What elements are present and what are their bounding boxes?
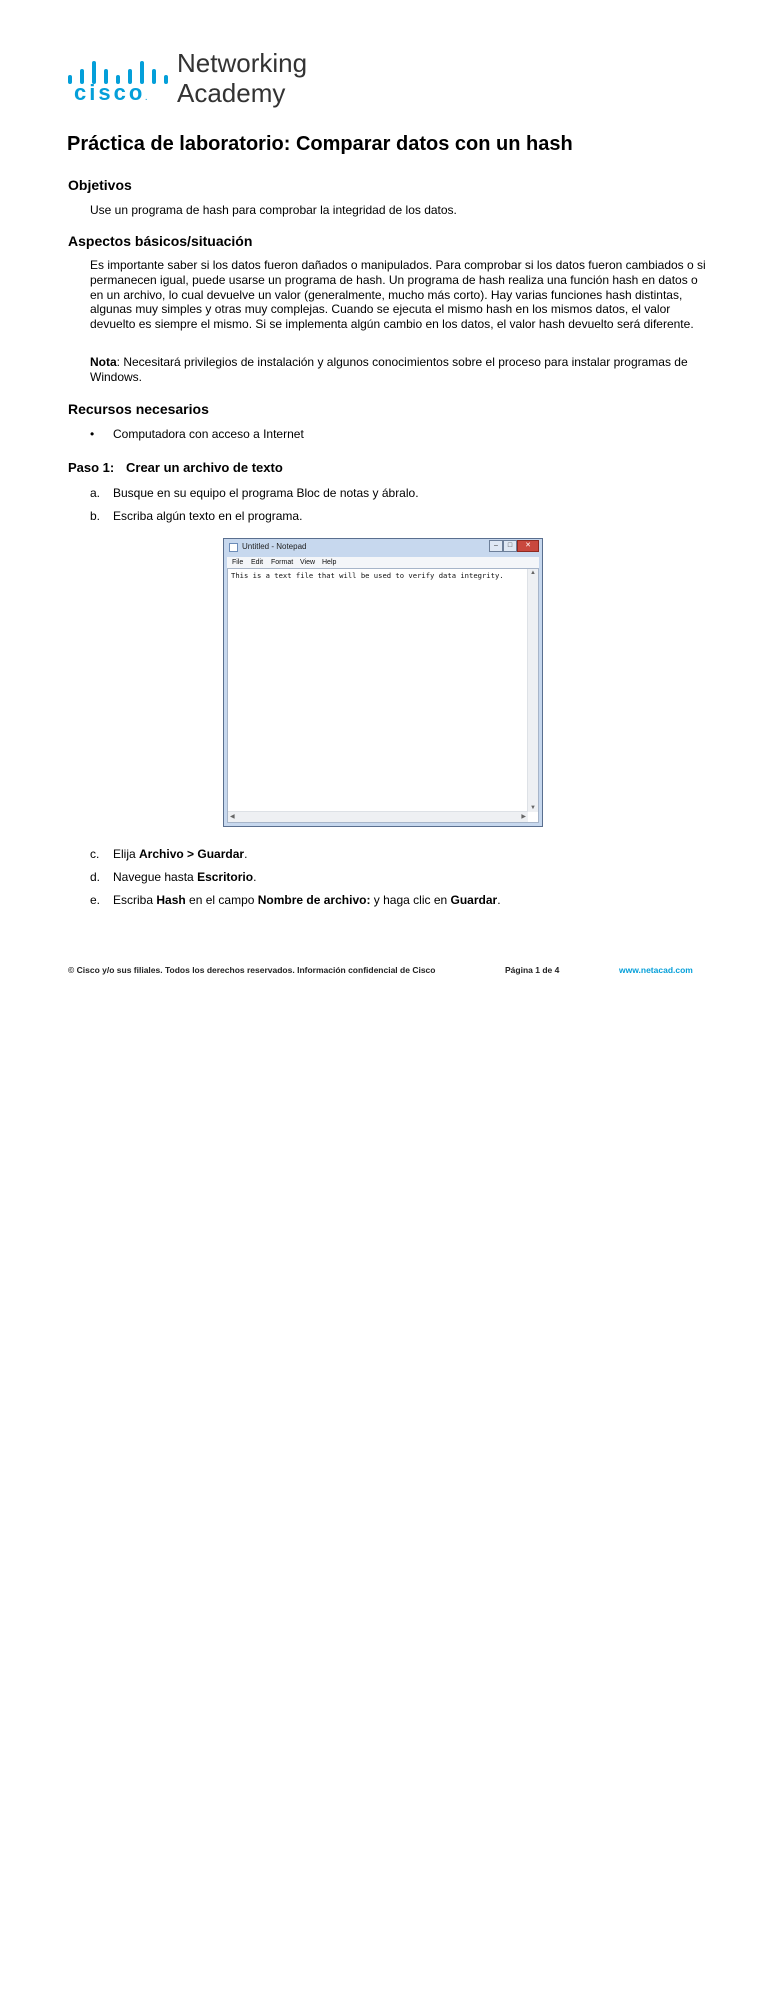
scroll-down-icon: ▼ <box>530 805 536 811</box>
window-controls <box>489 540 539 553</box>
bullet-icon: • <box>90 427 95 441</box>
menu-edit: Edit <box>251 559 264 566</box>
close-icon: ✕ <box>517 540 539 552</box>
page-title: Práctica de laboratorio: Comparar datos con un hash <box>67 133 573 155</box>
vertical-scrollbar <box>527 569 538 812</box>
menu-help: Help <box>322 559 337 566</box>
scroll-right-icon: ▶ <box>521 814 526 820</box>
notepad-titlebar <box>224 539 542 557</box>
menu-format: Format <box>271 559 294 566</box>
aspectos-heading: Aspectos básicos/situación <box>68 233 253 249</box>
notepad-text-area <box>227 568 539 823</box>
step-1-heading: Paso 1: Crear un archivo de texto <box>68 460 283 475</box>
cisco-wordmark: cisco. <box>74 80 148 105</box>
notepad-app-icon <box>229 543 238 552</box>
document-page: cisco. Networking Academy Práctica de laboratorio: Comparar datos con un hash Objetivos Use un programa de hash para comprobar la integridad de los datos. Aspectos básicos/situación Es importante saber si los datos fueron dañados o manipulados. Para comprobar si los datos fueron cambiados o si permanecen igual, puede usarse un programa de hash. Un programa de hash realiza una función hash en datos o en un archivo, lo cual devuelve un valor (generalmente, mucho más corto). Hay varias funciones hash distintas, algunas muy simples y otras muy complejas. Cuando se ejecuta el mismo hash en los mismos datos, el valor devuelto es siempre el mismo. Si se implementa algún cambio en los datos, el valor hash devuelto será diferente. Nota: Necesitará privilegios de instalación y algunos conocimientos sobre el proceso para instalar programas de Windows. Recursos necesarios • Computadora con acceso a Internet Paso 1: Crear un archivo de texto a. Busque en su equipo el programa Bloc de notas y ábralo. b. Escriba algún texto en el programa. Untitled - Notepad – □ ✕ File Edit Format View Help This is a text file that will be used to verify data integrity. ▲ ▼ ◀ ▶ c. Elija Archivo > Guardar. d. Navegue hasta Escritorio. e. Escriba Hash en el campo Nombre de archivo: y haga clic en Guardar. © Cisco y/o sus filiales. Todos los derechos reservados. Información confidencial de Cisco Página 1 de 4 www.netacad.com <box>0 0 768 1024</box>
maximize-icon: □ <box>503 540 517 552</box>
notepad-menubar <box>227 557 539 568</box>
menu-view: View <box>300 559 316 566</box>
notepad-window-screenshot <box>223 538 543 827</box>
scroll-left-icon: ◀ <box>230 814 235 820</box>
menu-file: File <box>232 559 244 566</box>
recursos-heading: Recursos necesarios <box>68 401 209 417</box>
note-text: : Necesitará privilegios de instalación y algunos conocimientos sobre el proceso para instalar programas de Windows. <box>90 355 688 384</box>
footer-copyright: © Cisco y/o sus filiales. Todos los derechos reservados. Información confidencial de Cisco <box>68 965 436 975</box>
objetivos-heading: Objetivos <box>68 177 132 193</box>
scroll-up-icon: ▲ <box>530 570 536 576</box>
footer-netacad-link[interactable]: www.netacad.com <box>619 965 693 975</box>
aspectos-paragraph: Es importante saber si los datos fueron dañados o manipulados. Para comprobar si los datos fueron cambiados o si permanecen igual, puede usarse un programa de hash. Un programa de hash realiza una función hash en datos o en un archivo, lo cual devuelve un valor (generalmente, mucho más corto). Hay varias funciones hash distintas, algunas muy simples y otras muy complejas. Cuando se ejecuta el mismo hash en los mismos datos, el valor devuelto es siempre el mismo. Si se implementa algún cambio en los datos, el valor hash devuelto será diferente. <box>90 258 706 332</box>
logo-academy-text: Academy <box>177 78 286 108</box>
footer-page-number: Página 1 de 4 <box>505 965 560 975</box>
minimize-icon: – <box>489 540 503 552</box>
notepad-window-title: Untitled - Notepad <box>242 542 307 551</box>
cisco-networking-academy-logo <box>66 50 346 114</box>
note-paragraph <box>90 355 710 385</box>
notepad-content: This is a text file that will be used to verify data integrity. <box>231 571 504 580</box>
logo-networking-text: Networking <box>177 48 308 78</box>
note-label: Nota <box>90 355 117 369</box>
objetivos-text: Use un programa de hash para comprobar la integridad de los datos. <box>90 203 457 217</box>
horizontal-scrollbar <box>228 811 528 822</box>
